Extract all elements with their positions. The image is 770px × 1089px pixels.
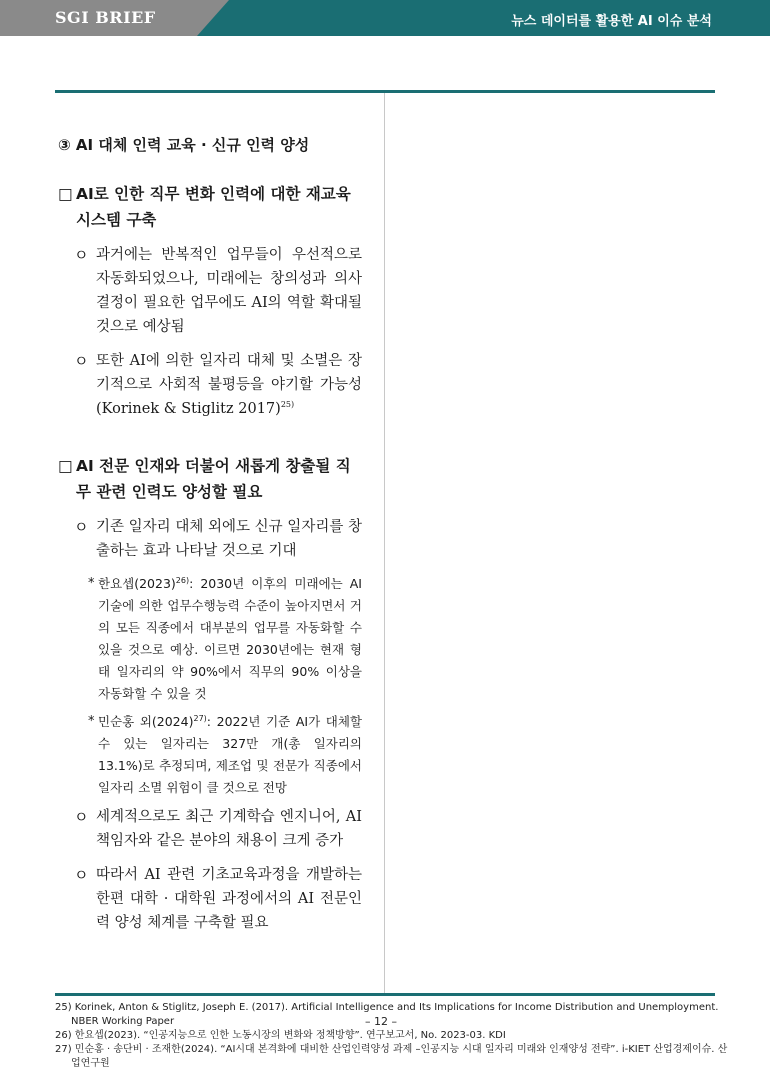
brand-label: SGI BRIEF xyxy=(55,8,156,27)
page-number: – 12 – xyxy=(365,1015,397,1028)
block2-heading xyxy=(58,453,362,505)
bottom-rule xyxy=(55,993,715,996)
square-marker: □ xyxy=(58,457,73,475)
bullet-text: 또한 AI에 의한 일자리 대체 및 소멸은 장기적으로 사회적 불평등을 야기할 가능성 (Korinek & Stiglitz 2017) xyxy=(96,353,362,417)
bullet-item xyxy=(58,243,362,339)
bullet-text: 기존 일자리 대체 외에도 신규 일자리를 창출하는 효과 나타날 것으로 기대 xyxy=(96,519,362,559)
column-divider xyxy=(384,93,385,993)
asterisk-marker: * xyxy=(88,714,95,729)
circle-marker: ㅇ xyxy=(74,866,89,884)
bullet-text-wrap xyxy=(96,349,362,421)
note-item xyxy=(58,573,362,705)
footnote-ref: 27) xyxy=(193,713,207,723)
heading-text: AI 전문 인재와 더불어 새롭게 창출될 직무 관련 인력도 양성할 필요 xyxy=(76,457,351,501)
footnotes xyxy=(55,1001,735,1071)
block1-heading xyxy=(58,181,362,233)
footnote-26: 26) 한요셉(2023). “인공지능으로 인한 노동시장의 변화와 정책방향”. 연구보고서, No. 2023-03. KDI xyxy=(55,1030,506,1041)
bullet-text: 따라서 AI 관련 기초교육과정을 개발하는 한편 대학 · 대학원 과정에서의 AI 전문인력 양성 체계를 구축할 필요 xyxy=(96,867,362,931)
bullet-text: 세계적으로도 최근 기계학습 엔지니어, AI 책임자와 같은 분야의 채용이 크게 증가 xyxy=(96,809,362,849)
bullet-item xyxy=(58,349,362,421)
note-text-wrap xyxy=(98,573,362,705)
bullet-item xyxy=(58,805,362,853)
circle-marker: ㅇ xyxy=(74,808,89,826)
note-text: : 2030년 이후의 미래에는 AI 기술에 의한 업무수행능력 수준이 높아지면서 거의 모든 직종에서 대부분의 업무를 자동화할 수 있을 것으로 예상. 이르면 2030년에는 현재 형태 일자리의 약 90%에서 직무의 90% 이상을 자동화할 수 있을 것 xyxy=(98,576,362,701)
page-header xyxy=(0,0,770,36)
section-title: ③ AI 대체 인력 교육 · 신규 인력 양성 xyxy=(58,136,310,154)
footnote-27: 27) 민순홍 · 송단비 · 조재한(2024). “AI시대 본격화에 대비한 산업인력양성 과제 –인공지능 시대 일자리 미래와 인재양성 전략”. i-KIET 산업경제이슈. 산업연구원 xyxy=(55,1044,728,1069)
note-lead: 민순홍 외(2024) xyxy=(98,714,194,729)
footnote-ref: 25) xyxy=(280,400,295,410)
note-text-wrap xyxy=(98,711,362,799)
note-lead: 한요셉(2023) xyxy=(98,576,176,591)
bullet-item xyxy=(58,515,362,563)
main-content xyxy=(58,134,362,945)
asterisk-marker: * xyxy=(88,576,95,591)
circle-marker: ㅇ xyxy=(74,352,89,370)
footnote-25-wrap xyxy=(55,1001,735,1029)
circle-marker: ㅇ xyxy=(74,246,89,264)
footnote-ref: 26) xyxy=(175,575,190,585)
series-title: 뉴스 데이터를 활용한 AI 이슈 분석 xyxy=(511,14,712,29)
note-text: : 2022년 기준 AI가 대체할 수 있는 일자리는 327만 개(총 일자리의 13.1%)로 추정되며, 제조업 및 전문가 직종에서 일자리 소멸 위험이 클 것으로 전망 xyxy=(98,714,363,795)
circle-marker: ㅇ xyxy=(74,518,89,536)
bullet-item xyxy=(58,863,362,935)
footnote-25: 25) Korinek, Anton & Stiglitz, Joseph E. (2017). Artificial Intelligence and Its Implications for Income Distribution and Unemployment. NBER Working Paper xyxy=(55,1002,719,1027)
square-marker: □ xyxy=(58,185,73,203)
top-rule xyxy=(55,90,715,93)
bullet-text: 과거에는 반복적인 업무들이 우선적으로 자동화되었으나, 미래에는 창의성과 의사결정이 필요한 업무에도 AI의 역할 확대될 것으로 예상됨 xyxy=(96,247,362,335)
note-item xyxy=(58,711,362,799)
heading-text: AI로 인한 직무 변화 인력에 대한 재교육 시스템 구축 xyxy=(76,185,351,229)
